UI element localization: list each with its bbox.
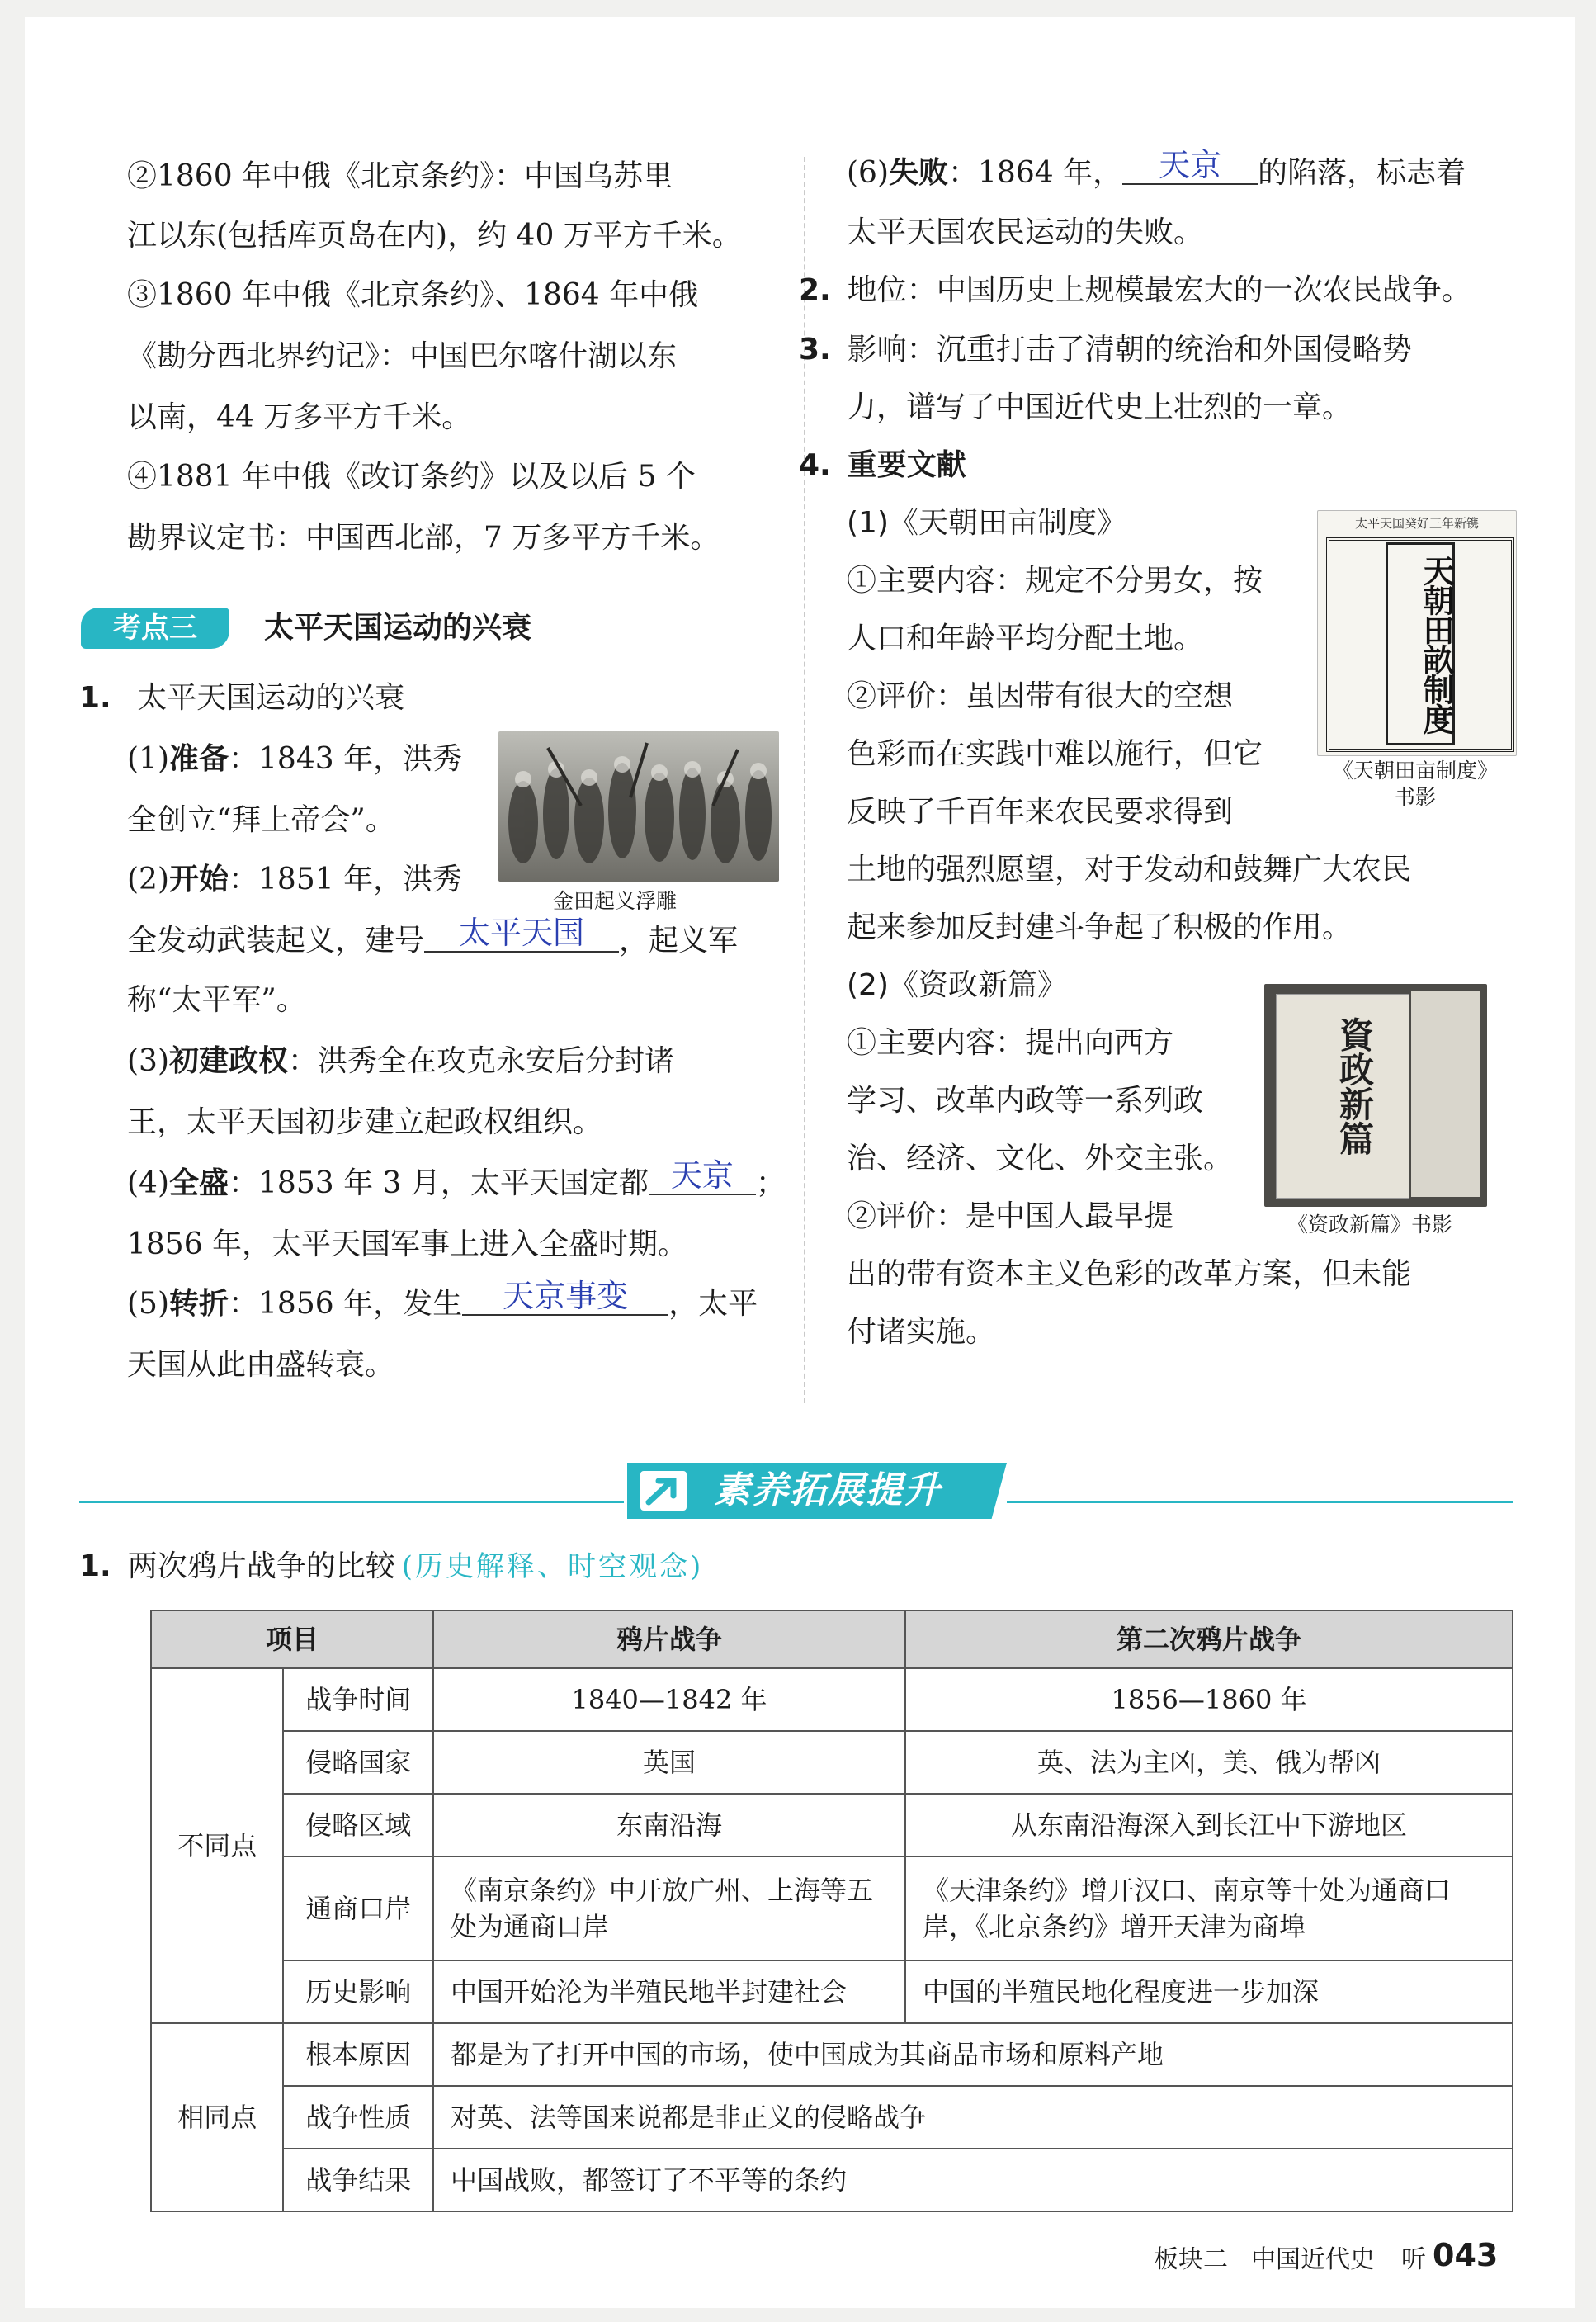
- relief-caption: 金田起义浮雕: [553, 889, 678, 913]
- book-cover-title: 天朝田畝制度: [1386, 542, 1455, 745]
- text-line: 起来参加反封建斗争起了积极的作用。: [847, 910, 1353, 944]
- tianchao-book-image: [1317, 510, 1517, 756]
- table-cell: 对英、法等国来说都是非正义的侵略战争: [433, 2086, 1513, 2149]
- answer-blank: 太平天国: [424, 915, 619, 953]
- text-line: ④1881 年中俄《改订条约》以及以后 5 个: [127, 460, 696, 494]
- group-label: 相同点: [151, 2023, 283, 2211]
- point-number: (2): [127, 863, 169, 896]
- text-line: 称“太平军”。: [127, 983, 306, 1017]
- point-heading: 全盛: [169, 1166, 229, 1200]
- book-header-text: 太平天国癸好三年新镌: [1354, 516, 1479, 531]
- banner-rule-right: [1007, 1501, 1513, 1503]
- point-text: ：1853 年 3 月，太平天国定都: [229, 1166, 649, 1200]
- point-heading: 开始: [169, 863, 229, 896]
- numbered-line: [799, 330, 1412, 370]
- numbered-line: [799, 271, 1471, 310]
- text-line: 全创立“拜上帝会”。: [127, 803, 395, 837]
- aspect-cell: 战争结果: [283, 2149, 433, 2211]
- table-cell: 《天津条约》增开汉口、南京等十处为通商口岸，《北京条约》增开天津为商埠: [905, 1856, 1513, 1960]
- book1-caption: 《天朝田亩制度》: [1332, 759, 1498, 783]
- point-text: 全发动武装起义，建号: [127, 924, 425, 958]
- group-label: 不同点: [151, 1668, 283, 2023]
- table-cell: 1856—1860 年: [905, 1668, 1513, 1731]
- item-text: 重要文献: [847, 448, 966, 482]
- aspect-cell: 侵略区域: [283, 1794, 433, 1856]
- text-line: ①主要内容：提出向西方: [847, 1026, 1174, 1060]
- book1-caption: 书影: [1394, 785, 1436, 809]
- point-line: [127, 740, 462, 779]
- text-line: ②评价：是中国人最早提: [847, 1199, 1174, 1233]
- table-row: [151, 1794, 1513, 1856]
- kaodian-badge: 考点三: [81, 608, 229, 649]
- aspect-cell: 侵略国家: [283, 1731, 433, 1794]
- point-heading: 准备: [169, 742, 229, 776]
- table-header-row: [151, 1610, 1513, 1668]
- table-cell: 都是为了打开中国的市场，使中国成为其商品市场和原料产地: [433, 2023, 1513, 2086]
- aspect-cell: 战争时间: [283, 1668, 433, 1731]
- point-number: (3): [127, 1044, 169, 1078]
- text-line: 王，太平天国初步建立起政权组织。: [127, 1105, 603, 1139]
- point-text: ，太平: [668, 1287, 758, 1321]
- item-number: 3.: [799, 333, 831, 367]
- text-line: 出的带有资本主义色彩的改革方案，但未能: [847, 1257, 1412, 1291]
- point-text: ：洪秀全在攻克永安后分封诸: [288, 1044, 675, 1078]
- table-header: 第二次鸦片战争: [905, 1610, 1513, 1668]
- doc-title: (2)《资政新篇》: [847, 968, 1067, 1002]
- section-title: 太平天国运动的兴衰: [137, 681, 405, 715]
- text-line: 反映了千百年来农民要求得到: [847, 795, 1234, 829]
- banner-rule-left: [79, 1501, 624, 1503]
- item-number: 2.: [799, 273, 831, 307]
- zizheng-book-image: [1264, 984, 1487, 1207]
- jintian-uprising-relief-image: [498, 731, 779, 882]
- book2-caption: 《资政新篇》书影: [1287, 1213, 1453, 1237]
- section-number: 1.: [79, 1549, 111, 1583]
- point-text: ：1851 年，洪秀: [229, 863, 463, 896]
- table-cell: 中国的半殖民地化程度进一步加深: [905, 1960, 1513, 2023]
- point-heading: 初建政权: [169, 1044, 289, 1078]
- point-text: 的陷落，标志着: [1258, 156, 1466, 190]
- point-heading: 转折: [169, 1287, 229, 1321]
- answer-blank: 天京: [649, 1157, 756, 1195]
- point-text: ：1856 年，发生: [229, 1287, 463, 1321]
- point-line: [127, 1042, 674, 1081]
- table-row: [151, 2086, 1513, 2149]
- item-number: 4.: [799, 448, 831, 482]
- point-number: (1): [127, 742, 169, 776]
- text-line: 人口和年龄平均分配土地。: [847, 622, 1204, 655]
- text-line: 以南，44 万多平方千米。: [127, 400, 472, 434]
- kaodian-title: 太平天国运动的兴衰: [264, 611, 532, 645]
- item-text: 地位：中国历史上规模最宏大的一次农民战争。: [847, 273, 1471, 307]
- section-title: 两次鸦片战争的比较: [127, 1549, 395, 1583]
- point-line: [127, 1278, 758, 1324]
- aspect-cell: 历史影响: [283, 1960, 433, 2023]
- numbered-line: [799, 446, 966, 485]
- answer-blank: 天京事变: [462, 1278, 668, 1316]
- table-row: [151, 1856, 1513, 1960]
- text-line: 土地的强烈愿望，对于发动和鼓舞广大农民: [847, 853, 1412, 887]
- table-cell: 东南沿海: [433, 1794, 905, 1856]
- footer-listen: 听: [1401, 2245, 1426, 2274]
- table-cell: 《南京条约》中开放广州、上海等五处为通商口岸: [433, 1856, 905, 1960]
- table-row: [151, 2023, 1513, 2086]
- point-line: [127, 915, 739, 961]
- book-cover-title: 資政新篇: [1334, 1017, 1375, 1156]
- text-line: 色彩而在实践中难以施行，但它: [847, 737, 1263, 771]
- table-cell: 英国: [433, 1731, 905, 1794]
- text-line: 太平天国农民运动的失败。: [847, 215, 1204, 249]
- text-line: 勘界议定书：中国西北部，7 万多平方千米。: [127, 521, 720, 555]
- comparison-table: [150, 1610, 1513, 2212]
- book-page: [1411, 991, 1480, 1197]
- point-heading: 失败: [889, 156, 949, 190]
- section-heading: [79, 679, 404, 718]
- table-cell: 中国战败，都签订了不平等的条约: [433, 2149, 1513, 2211]
- text-line: 学习、改革内政等一系列政: [847, 1084, 1204, 1118]
- point-text: ，起义军: [619, 924, 739, 958]
- table-row: [151, 1731, 1513, 1794]
- table-cell: 1840—1842 年: [433, 1668, 905, 1731]
- footer-section: 板块二: [1154, 2245, 1228, 2274]
- point-line: [847, 147, 1466, 193]
- point-line: [127, 1157, 786, 1204]
- point-text: ：1864 年，: [948, 156, 1123, 190]
- text-line: ②评价：虽因带有很大的空想: [847, 679, 1234, 713]
- competency-tag: (历史解释、时空观念): [401, 1550, 704, 1583]
- point-number: (5): [127, 1287, 169, 1321]
- text-line: 力，谱写了中国近代史上壮烈的一章。: [847, 390, 1353, 424]
- table-row: [151, 2149, 1513, 2211]
- arrow-icon: [640, 1471, 687, 1511]
- table-cell: 英、法为主凶，美、俄为帮凶: [905, 1731, 1513, 1794]
- text-line: ①主要内容：规定不分男女，按: [847, 564, 1263, 598]
- text-line: 《勘分西北界约记》：中国巴尔喀什湖以东: [127, 339, 678, 373]
- item-text: 影响：沉重打击了清朝的统治和外国侵略势: [847, 333, 1412, 367]
- arrow-icon-svg: [640, 1471, 687, 1511]
- point-line: [127, 860, 462, 900]
- aspect-cell: 战争性质: [283, 2086, 433, 2149]
- section-heading: [79, 1547, 703, 1587]
- table-header: 项目: [151, 1610, 433, 1668]
- text-line: 治、经济、文化、外交主张。: [847, 1142, 1234, 1175]
- text-line: 1856 年，太平天国军事上进入全盛时期。: [127, 1227, 688, 1261]
- page-number: 043: [1433, 2237, 1499, 2273]
- table-row: [151, 1960, 1513, 2023]
- table-cell: 中国开始沦为半殖民地半封建社会: [433, 1960, 905, 2023]
- text-line: 天国从此由盛转衰。: [127, 1348, 395, 1382]
- table-cell: 从东南沿海深入到长江中下游地区: [905, 1794, 1513, 1856]
- aspect-cell: 通商口岸: [283, 1856, 433, 1960]
- text-line: 付诸实施。: [847, 1315, 996, 1349]
- doc-title: (1)《天朝田亩制度》: [847, 506, 1126, 540]
- point-text: ：1843 年，洪秀: [229, 742, 463, 776]
- aspect-cell: 根本原因: [283, 2023, 433, 2086]
- point-number: (4): [127, 1166, 169, 1200]
- banner-title: 素养拓展提升: [714, 1469, 942, 1511]
- point-number: (6): [847, 156, 889, 190]
- footer-subject: 中国近代史: [1251, 2245, 1375, 2274]
- text-line: ③1860 年中俄《北京条约》、1864 年中俄: [127, 278, 699, 312]
- page: [25, 17, 1575, 2308]
- table-header: 鸦片战争: [433, 1610, 905, 1668]
- table-row: [151, 1668, 1513, 1731]
- answer-blank: 天京: [1122, 147, 1258, 185]
- point-text: ；: [755, 1166, 786, 1200]
- section-number: 1.: [79, 681, 111, 715]
- text-line: ②1860 年中俄《北京条约》：中国乌苏里: [127, 159, 673, 193]
- text-line: 江以东(包括库页岛在内)，约 40 万平方千米。: [127, 219, 742, 253]
